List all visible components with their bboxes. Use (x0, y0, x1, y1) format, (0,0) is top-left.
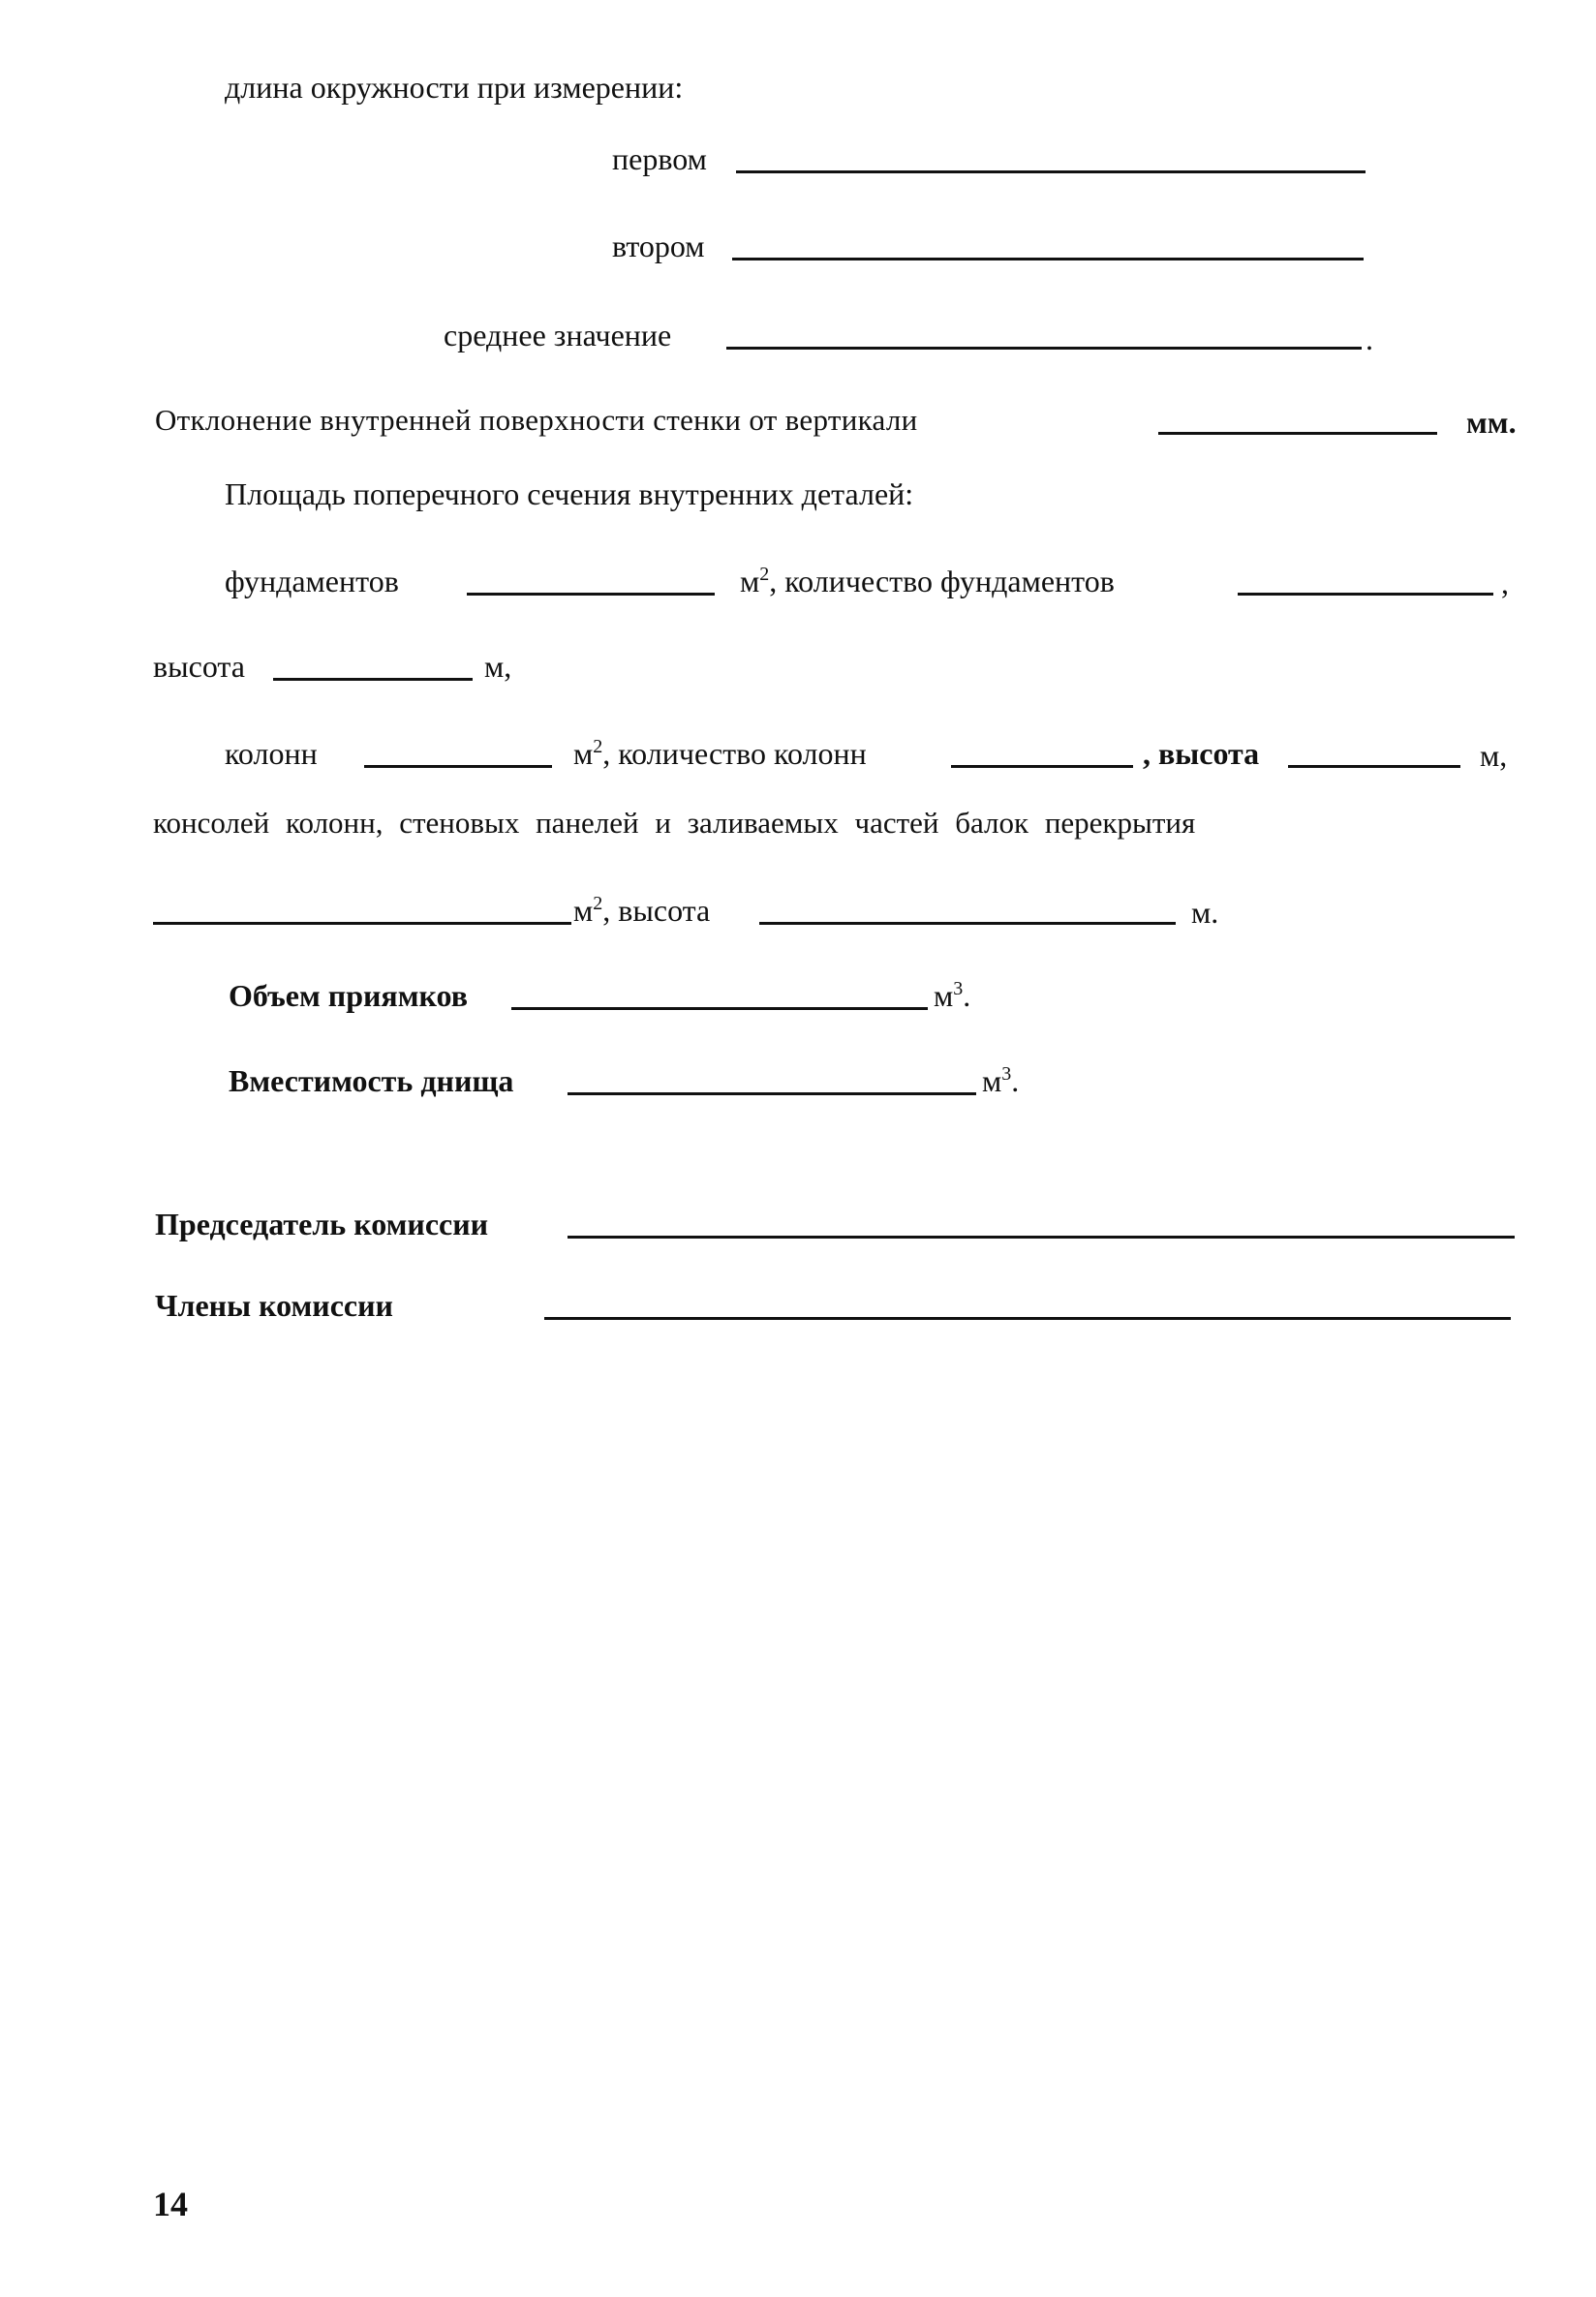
deviation-label: Отклонение внутренней поверхности стенки от вертикали (155, 403, 918, 437)
foundations-height-field[interactable] (273, 678, 473, 681)
chairman-signature-field[interactable] (568, 1236, 1515, 1239)
members-signature-field[interactable] (544, 1317, 1511, 1320)
columns-label: колонн (225, 736, 318, 771)
area-heading: Площадь поперечного сечения внутренних деталей: (225, 476, 914, 511)
columns-height-unit: м, (1480, 738, 1508, 773)
chairman-label: Председатель комиссии (155, 1207, 489, 1241)
columns-height-label: , высота (1143, 736, 1260, 771)
mean-value-field[interactable] (726, 347, 1362, 350)
circumference-heading: длина окружности при измерении: (225, 70, 684, 105)
mean-value-label: среднее значение (444, 318, 672, 352)
pits-volume-field[interactable] (511, 1007, 928, 1010)
foundations-height-label: высота (153, 649, 245, 684)
members-label: Члены комиссии (155, 1288, 393, 1323)
consoles-height-field[interactable] (759, 922, 1176, 925)
bottom-capacity-field[interactable] (568, 1092, 976, 1095)
foundations-label: фундаментов (225, 564, 399, 598)
second-measurement-field[interactable] (732, 258, 1364, 260)
columns-height-field[interactable] (1288, 765, 1460, 768)
pits-label: Объем приямков (229, 978, 469, 1013)
bottom-capacity-unit: $м^3$. (982, 1063, 1020, 1098)
foundations-area-field[interactable] (467, 593, 715, 596)
pits-unit: $м^3$. (934, 978, 971, 1013)
consoles-height-unit: м. (1191, 895, 1219, 930)
columns-area-unit: $м^2$, количество колонн (573, 736, 867, 771)
columns-count-field[interactable] (951, 765, 1133, 768)
consoles-area-field[interactable] (153, 922, 571, 925)
page-number: 14 (153, 2185, 188, 2223)
first-measurement-label: первом (612, 141, 707, 176)
first-measurement-field[interactable] (736, 170, 1366, 173)
foundations-count-field[interactable] (1238, 593, 1493, 596)
columns-area-field[interactable] (364, 765, 552, 768)
foundations-count-comma: , (1501, 566, 1509, 600)
deviation-field[interactable] (1158, 432, 1437, 435)
second-measurement-label: втором (612, 229, 705, 263)
deviation-unit: мм. (1466, 405, 1517, 440)
bottom-capacity-label: Вместимость днища (229, 1063, 514, 1098)
consoles-label: консолей колонн, стеновых панелей и заливаемых частей балок перекрытия (153, 806, 1196, 840)
foundations-area-unit: $м^2$, количество фундаментов (740, 564, 1115, 598)
foundations-height-unit: м, (484, 649, 512, 684)
consoles-area-unit: $м^2$, высота (573, 893, 711, 928)
mean-value-period: . (1366, 322, 1373, 356)
